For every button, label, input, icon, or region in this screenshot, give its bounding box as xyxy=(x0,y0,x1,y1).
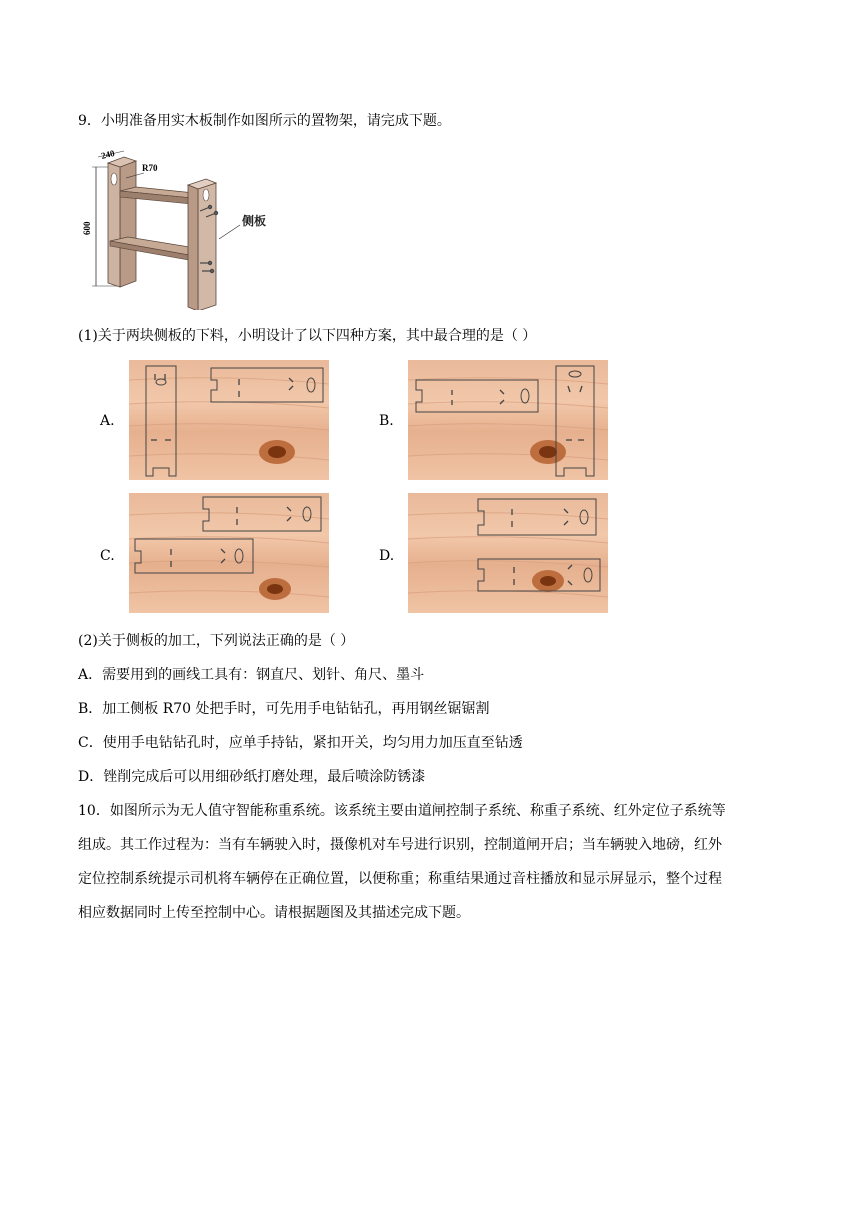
option-label-d[interactable]: D. xyxy=(379,548,395,564)
layout-plan-b-image[interactable] xyxy=(408,360,608,480)
q9-sub2-option-a[interactable]: A．需要用到的画线工具有：钢直尺、划针、角尺、墨斗 xyxy=(78,667,425,683)
option-label-a[interactable]: A. xyxy=(100,413,115,429)
q9-sub2-option-d[interactable]: D．锉削完成后可以用细砂纸打磨处理，最后喷涂防锈漆 xyxy=(78,769,426,785)
q10-line: 组成。其工作过程为：当有车辆驶入时，摄像机对车号进行识别，控制道闸开启；当车辆驶入地磅，红外 xyxy=(78,837,722,853)
q9-stem: 9．小明准备用实木板制作如图所示的置物架，请完成下题。 xyxy=(78,113,451,129)
dim-height-label: 600 xyxy=(82,221,92,235)
shelf-figure xyxy=(82,145,302,310)
q9-sub2-stem: (2)关于侧板的加工，下列说法正确的是（ ） xyxy=(78,633,355,649)
q9-sub2-option-c[interactable]: C．使用手电钻钻孔时，应单手持钻，紧扣开关，均匀用力加压直至钻透 xyxy=(78,735,523,751)
layout-plan-a-image[interactable] xyxy=(129,360,329,480)
q10-line: 相应数据同时上传至控制中心。请根据题图及其描述完成下题。 xyxy=(78,905,470,921)
layout-plan-c-image[interactable] xyxy=(129,493,329,613)
q9-sub2-option-b[interactable]: B．加工侧板 R70 处把手时，可先用手电钻钻孔，再用钢丝锯锯割 xyxy=(78,701,490,717)
side-panel-label: 侧板 xyxy=(242,214,267,228)
q10-paragraph xyxy=(78,794,780,930)
dim-radius-label: R70 xyxy=(142,163,158,173)
dim-width-label: 240 xyxy=(100,147,116,161)
option-label-c[interactable]: C. xyxy=(100,548,115,564)
q10-line: 定位控制系统提示司机将车辆停在正确位置，以便称重；称重结果通过音柱播放和显示屏显示，整个过程 xyxy=(78,871,722,887)
layout-plan-d-image[interactable] xyxy=(408,493,608,613)
q10-line: 10．如图所示为无人值守智能称重系统。该系统主要由道闸控制子系统、称重子系统、红外定位子系统等 xyxy=(78,803,726,819)
option-label-b[interactable]: B. xyxy=(379,413,394,429)
q9-sub1-stem: (1)关于两块侧板的下料，小明设计了以下四种方案，其中最合理的是（ ） xyxy=(78,328,537,344)
